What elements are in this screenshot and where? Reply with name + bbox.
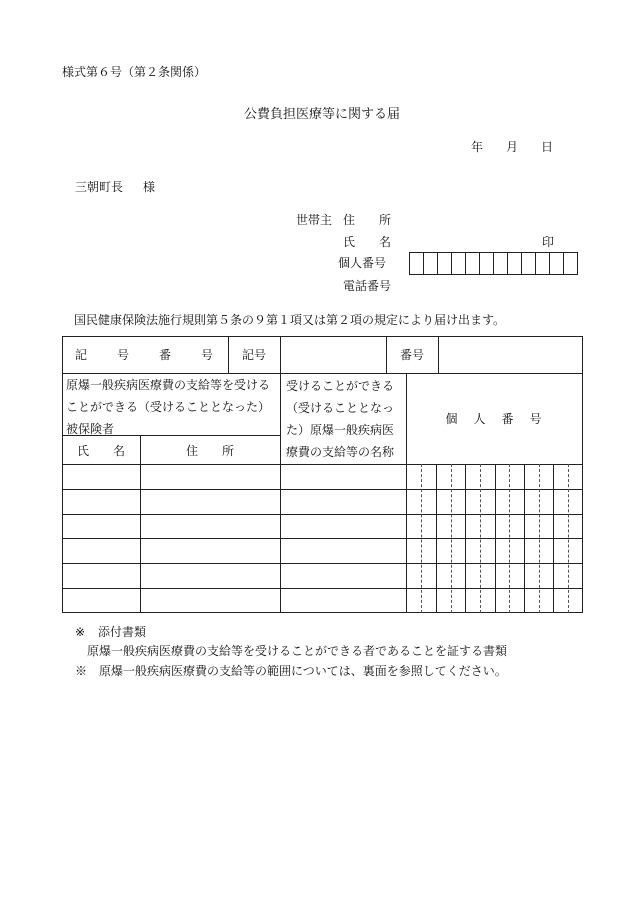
statement: 国民健康保険法施行規則第５条の９第１項又は第２項の規定により届け出ます。 [74, 313, 506, 327]
symbol-number-header: 記 号 番 号 [74, 348, 215, 362]
insured-header: 原爆一般疾病医療費の支給等を受けることができる（受けることとなった）被保険者 [66, 378, 271, 436]
household-head-label: 世帯主 [296, 213, 333, 227]
table-row[interactable] [62, 489, 583, 514]
table-row[interactable] [62, 563, 583, 588]
table-row[interactable] [62, 464, 583, 489]
address-label: 住 所 [343, 213, 392, 227]
date-month-label: 月 [506, 140, 519, 154]
addressee-honorific: 様 [143, 180, 156, 194]
attachment-text: 原爆一般疾病医療費の支給等を受けることができる者であることを証する書類 [87, 644, 508, 658]
date-day-label: 日 [541, 140, 554, 154]
attachment-mark: ※ [75, 625, 86, 639]
address-column-header: 住 所 [185, 443, 234, 458]
symbol-value-cell[interactable] [280, 336, 386, 373]
number-value-cell[interactable] [438, 336, 583, 373]
benefit-name-header: 受けることができる（受けることとなった）原爆一般疾病医療費の支給等の名称 [286, 379, 395, 459]
individual-number-header: 個 人 番 号 [445, 412, 544, 426]
number-label: 番号 [399, 348, 424, 362]
phone-label: 電話番号 [343, 279, 392, 293]
symbol-label: 記号 [241, 348, 266, 362]
table-row[interactable] [62, 514, 583, 538]
name-column-header: 氏 名 [76, 443, 125, 458]
name-label: 氏 名 [343, 235, 392, 249]
form-number: 様式第６号（第２条関係） [62, 65, 207, 79]
date-year-label: 年 [471, 140, 484, 154]
attachment-label: 添付書類 [98, 625, 147, 639]
table-row[interactable] [62, 538, 583, 563]
document-title: 公費負担医療等に関する届 [244, 107, 401, 122]
individual-number-label: 個人番号 [338, 256, 387, 270]
addressee-name: 三朝町長 [75, 180, 124, 194]
reference-note: ※ 原爆一般疾病医療費の支給等の範囲については、裏面を参照してください。 [75, 664, 507, 678]
table-row[interactable] [62, 588, 583, 613]
seal-mark: 印 [542, 235, 555, 249]
